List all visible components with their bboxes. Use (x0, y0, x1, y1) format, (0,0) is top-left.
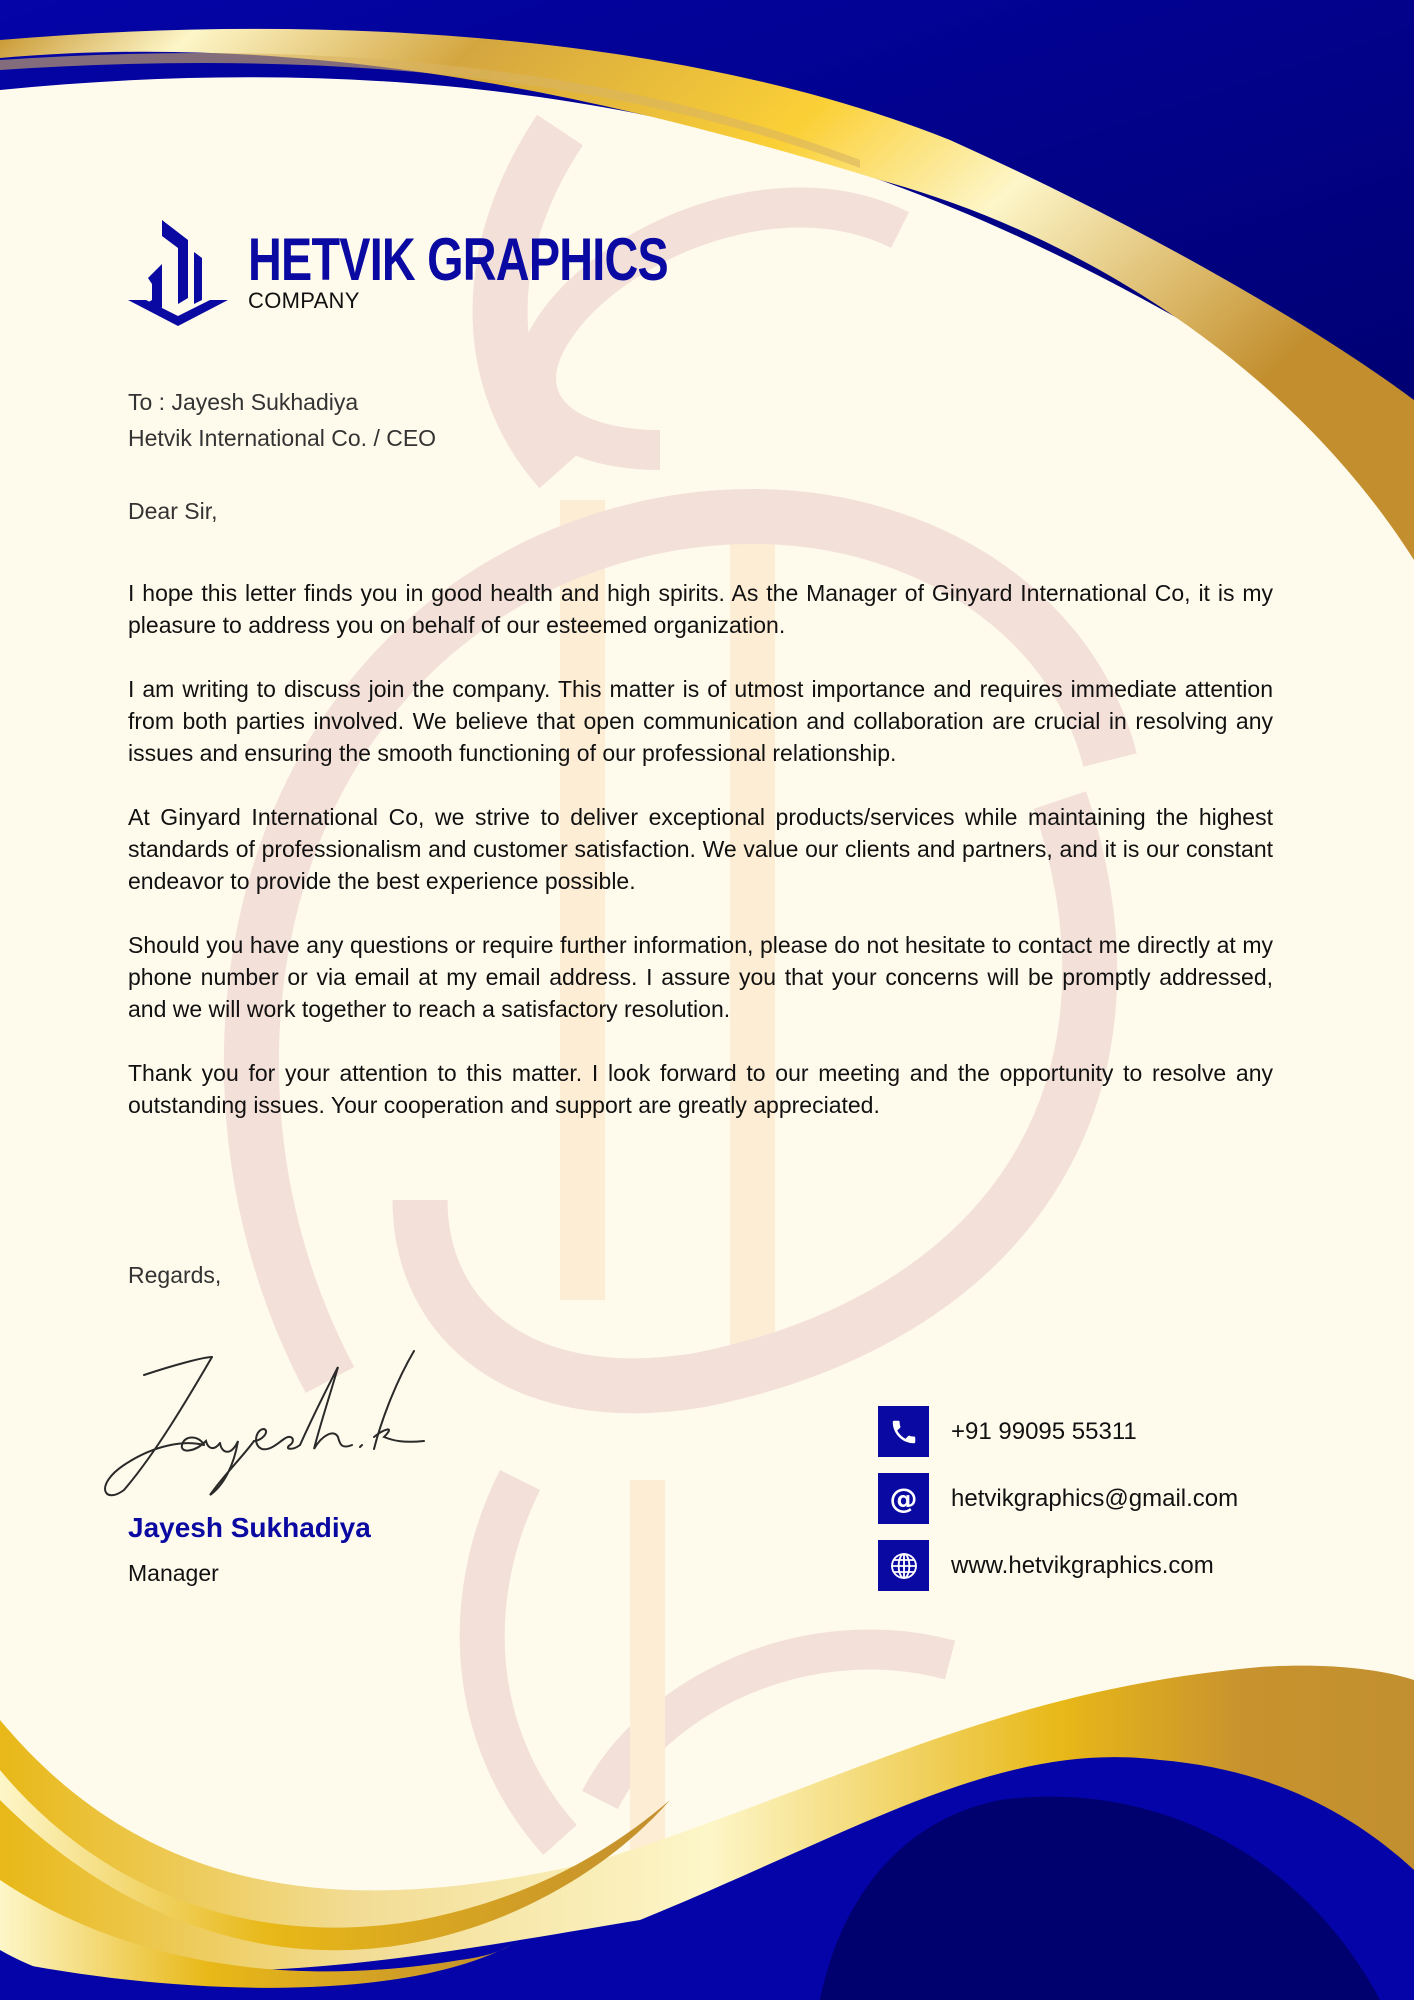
recipient-organization: Hetvik International Co. / CEO (128, 425, 437, 451)
handwritten-signature (84, 1345, 444, 1505)
contact-info (878, 1406, 1238, 1607)
website-url[interactable]: www.hetvikgraphics.com (951, 1551, 1214, 1579)
body-paragraph: Thank you for your attention to this matter. I look forward to our meeting and the opportunity to resolve any outstanding issues. Your cooperation and support are greatly appreciated. (128, 1060, 1273, 1118)
building-logo-icon (128, 218, 228, 326)
body-paragraph: I am writing to discuss join the company. This matter is of utmost importance and requires immediate attention from both parties involved. We believe that open communication and collaboration are crucial in resolving any issues and ensuring the smooth functioning of our professional relationship. (128, 676, 1273, 766)
signatory-title: Manager (128, 1560, 219, 1586)
company-name: HETVIK GRAPHICS (248, 226, 668, 293)
recipient-name: To : Jayesh Sukhadiya (128, 389, 359, 415)
globe-icon (878, 1540, 929, 1591)
signatory-name: Jayesh Sukhadiya (128, 1512, 371, 1543)
company-subtitle: COMPANY (248, 288, 360, 313)
body-paragraph: Should you have any questions or require further information, please do not hesitate to contact me directly at my phone number or via email at my email address. I assure you that your concerns will be promptly addressed, and we will work together to reach a satisfactory resolution. (128, 932, 1273, 1022)
salutation: Dear Sir, (128, 498, 218, 524)
contact-email (878, 1473, 1238, 1524)
letter-body (128, 577, 1273, 1153)
closing-regards: Regards, (128, 1262, 222, 1288)
phone-number[interactable]: +91 99095 55311 (951, 1417, 1137, 1445)
contact-website (878, 1540, 1238, 1591)
phone-icon (878, 1406, 929, 1457)
body-paragraph: I hope this letter finds you in good health and high spirits. As the Manager of Ginyard International Co, it is my pleasure to address you on behalf of our esteemed organization. (128, 580, 1273, 638)
company-logo (128, 218, 786, 326)
contact-phone (878, 1406, 1238, 1457)
body-paragraph: At Ginyard International Co, we strive to deliver exceptional products/services while maintaining the highest standards of professionalism and customer satisfaction. We value our clients and partners, and it is our constant endeavor to provide the best experience possible. (128, 804, 1273, 894)
recipient-block (128, 384, 436, 456)
email-address[interactable]: hetvikgraphics@gmail.com (951, 1484, 1239, 1512)
email-at-icon: @ (878, 1473, 929, 1524)
